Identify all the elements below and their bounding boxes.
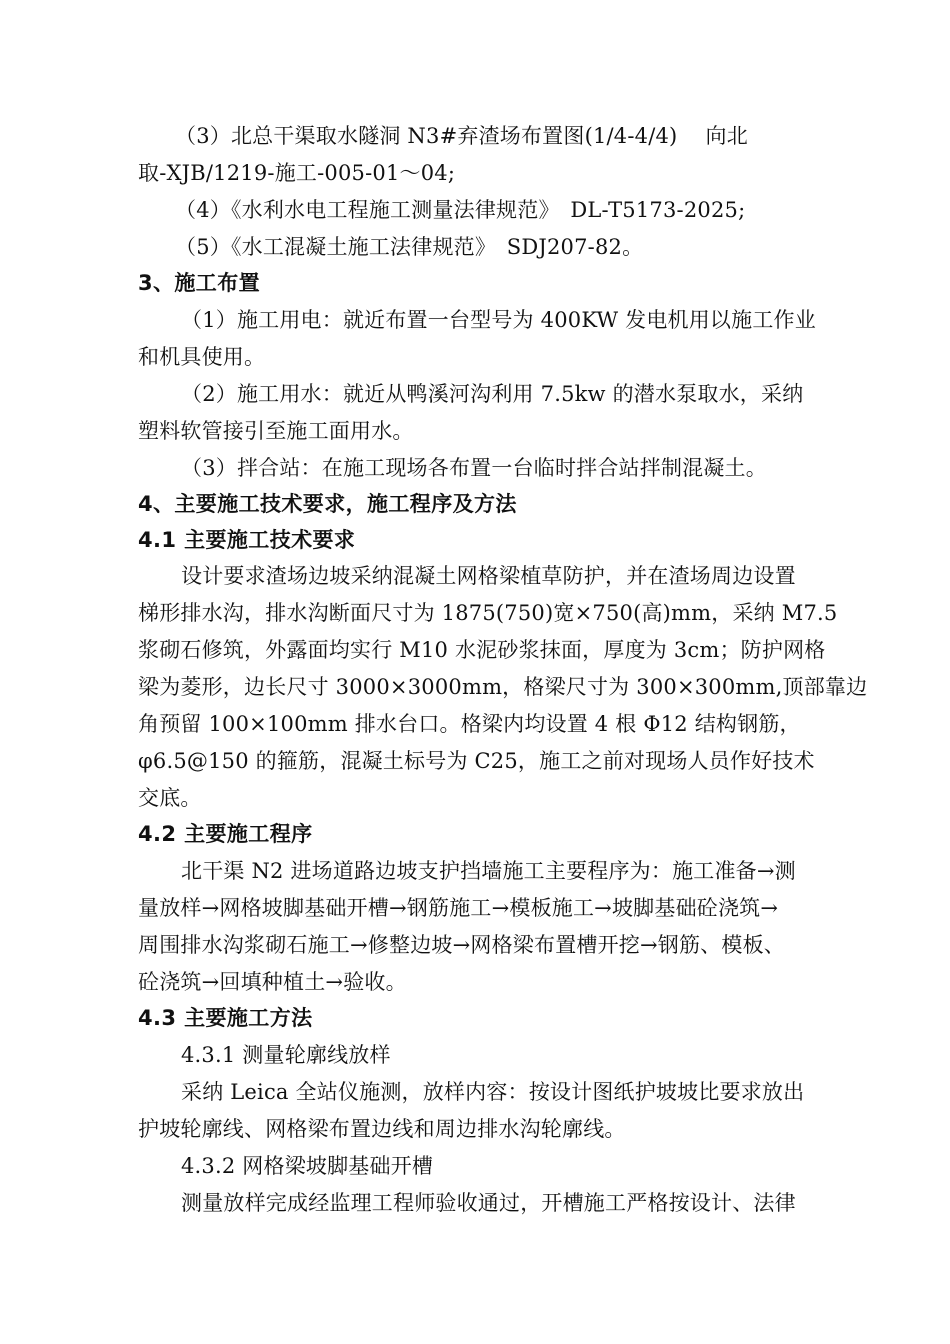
procedure-paragraph: 北干渠 N2 进场道路边坡支护挡墙施工主要程序为：施工准备→测 (181, 859, 796, 883)
procedure-line-4: 砼浇筑→回填种植土→验收。 (138, 970, 407, 994)
trench-paragraph: 测量放样完成经监理工程师验收通过，开槽施工严格按设计、法律 (181, 1191, 796, 1215)
technical-requirements-paragraph: 设计要求渣场边坡采纳混凝土网格梁植草防护，并在渣场周边设置 (181, 564, 796, 588)
layout-water-paragraph-continued: 塑料软管接引至施工面用水。 (138, 419, 414, 443)
technical-requirements-line-7: 交底。 (138, 786, 202, 810)
technical-requirements-line-3: 浆砌石修筑，外露面均实行 M10 水泥砂浆抹面，厚度为 3cm；防护网格 (138, 638, 826, 662)
layout-power-paragraph-continued: 和机具使用。 (138, 345, 266, 369)
layout-water-paragraph: （2）施工用水：就近从鸭溪河沟利用 7.5kw 的潜水泵取水，采纳 (181, 382, 804, 406)
section-heading-4: 4、主要施工技术要求，施工程序及方法 (138, 492, 517, 516)
section-heading-3: 3、施工布置 (138, 271, 261, 295)
technical-requirements-line-4: 梁为菱形，边长尺寸 3000×3000mm，格梁尺寸为 300×300mm,顶部靠边 (138, 675, 868, 699)
surveying-paragraph: 采纳 Leica 全站仪施测，放样内容：按设计图纸护坡坡比要求放出 (181, 1080, 805, 1104)
subsubsection-heading-4-3-1: 4.3.1 测量轮廓线放样 (181, 1043, 391, 1067)
reference-item-5: （5）《水工混凝土施工法律规范》 SDJ207-82。 (175, 235, 644, 259)
reference-item-3-continued: 取-XJB/1219-施工-005-01～04; (138, 161, 456, 185)
surveying-paragraph-continued: 护坡轮廓线、网格梁布置边线和周边排水沟轮廓线。 (138, 1117, 626, 1141)
subsubsection-heading-4-3-2: 4.3.2 网格梁坡脚基础开槽 (181, 1154, 434, 1178)
subsection-heading-4-1: 4.1 主要施工技术要求 (138, 528, 356, 552)
technical-requirements-line-5: 角预留 100×100mm 排水台口。格梁内均设置 4 根 Φ12 结构钢筋， (138, 712, 801, 736)
subsection-heading-4-3: 4.3 主要施工方法 (138, 1006, 313, 1030)
layout-mixing-station-paragraph: （3）拌合站：在施工现场各布置一台临时拌合站拌制混凝土。 (181, 456, 767, 480)
subsection-heading-4-2: 4.2 主要施工程序 (138, 822, 313, 846)
technical-requirements-line-2: 梯形排水沟，排水沟断面尺寸为 1875(750)宽×750(高)mm，采纳 M7.5 (138, 601, 838, 625)
reference-item-4: （4）《水利水电工程施工测量法律规范》 DL-T5173-2025; (175, 198, 746, 222)
layout-power-paragraph: （1）施工用电：就近布置一台型号为 400KW 发电机用以施工作业 (181, 308, 816, 332)
procedure-line-3: 周围排水沟浆砌石施工→修整边坡→网格梁布置槽开挖→钢筋、模板、 (138, 933, 785, 957)
procedure-line-2: 量放样→网格坡脚基础开槽→钢筋施工→模板施工→坡脚基础砼浇筑→ (138, 896, 779, 920)
reference-item-3: （3）北总干渠取水隧洞 N3#弃渣场布置图(1/4-4/4) 向北 (175, 124, 748, 148)
technical-requirements-line-6: φ6.5@150 的箍筋，混凝土标号为 C25，施工之前对现场人员作好技术 (138, 749, 815, 773)
